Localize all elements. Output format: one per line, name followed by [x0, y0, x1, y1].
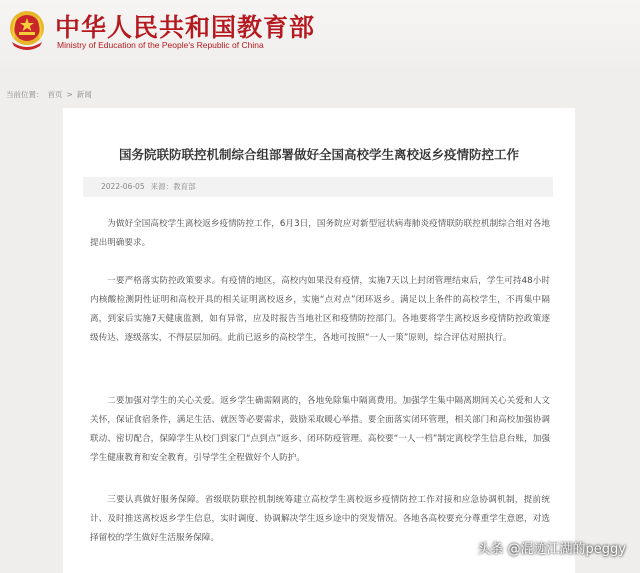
- national-emblem-icon[interactable]: [8, 8, 46, 52]
- article-paragraph: 二要加强对学生的关心关爱。返乡学生确需隔离的，各地免除集中隔离费用。加强学生集中隔离期间关心关爱和人文关怀，保证食宿条件，满足生活、就医等必要需求，鼓励采取暖心举措。要全面落实闭环管理，相关部门和高校加强协调联动、密切配合，保障学生从校门到家门“点到点”返乡、闭环防疫管理。高校要“一人一档”制定离校学生信息台账，加强学生健康教育和安全教育，引导学生全程做好个人防护。: [90, 396, 550, 463]
- article-meta: [83, 177, 553, 197]
- article-paragraph: 为做好全国高校学生离校返乡疫情防控工作，6月3日，国务院应对新型冠状病毒肺炎疫情联防联控机制综合组对各地提出明确要求。: [90, 219, 550, 248]
- article-source: 来源：教育部: [150, 182, 196, 191]
- article-paragraph: 一要严格落实防控政策要求。有疫情的地区，高校内如果没有疫情，实施7天以上封闭管理结束后，学生可持48小时内核酸检测阴性证明和高校开具的相关证明离校返乡，实施“点对点”闭环返乡。满足以上条件的高校学生，不再集中隔离，到家后实施7天健康监测，如有异常，应及时报告当地社区和疫情防控部门。各地要将学生离校返乡疫情防控政策逐级传达、逐级落实，不得层层加码。此前已返乡的高校学生，各地可按照“一人一策”原则，综合评估对照执行。: [90, 276, 550, 343]
- article-panel: [63, 108, 575, 573]
- breadcrumb-label: 当前位置：: [6, 90, 44, 99]
- breadcrumb-news-link[interactable]: 新闻: [76, 90, 92, 99]
- site-header: [0, 0, 640, 75]
- site-title[interactable]: 中华人民共和国教育部: [55, 13, 316, 42]
- breadcrumb: [6, 89, 96, 100]
- article-date: 2022-06-05: [101, 182, 145, 191]
- site-subtitle: Ministry of Education of the People's Republic of China: [57, 40, 264, 50]
- article-title: 国务院联防联控机制综合组部署做好全国高校学生离校返乡疫情防控工作: [118, 147, 519, 162]
- article-paragraph: 三要认真做好服务保障。省级联防联控机制统筹建立高校学生离校返乡疫情防控工作对接和应急协调机制，提前统计、及时推送离校返乡学生信息，实时调度、协调解决学生返乡途中的突发情况。各地各高校要充分尊重学生意愿，对选择留校的学生做好生活服务保障。: [90, 495, 550, 543]
- breadcrumb-separator: >: [66, 90, 73, 99]
- breadcrumb-home-link[interactable]: 首页: [47, 90, 63, 99]
- watermark: 头条 @混迹江湖的peggy: [477, 542, 626, 557]
